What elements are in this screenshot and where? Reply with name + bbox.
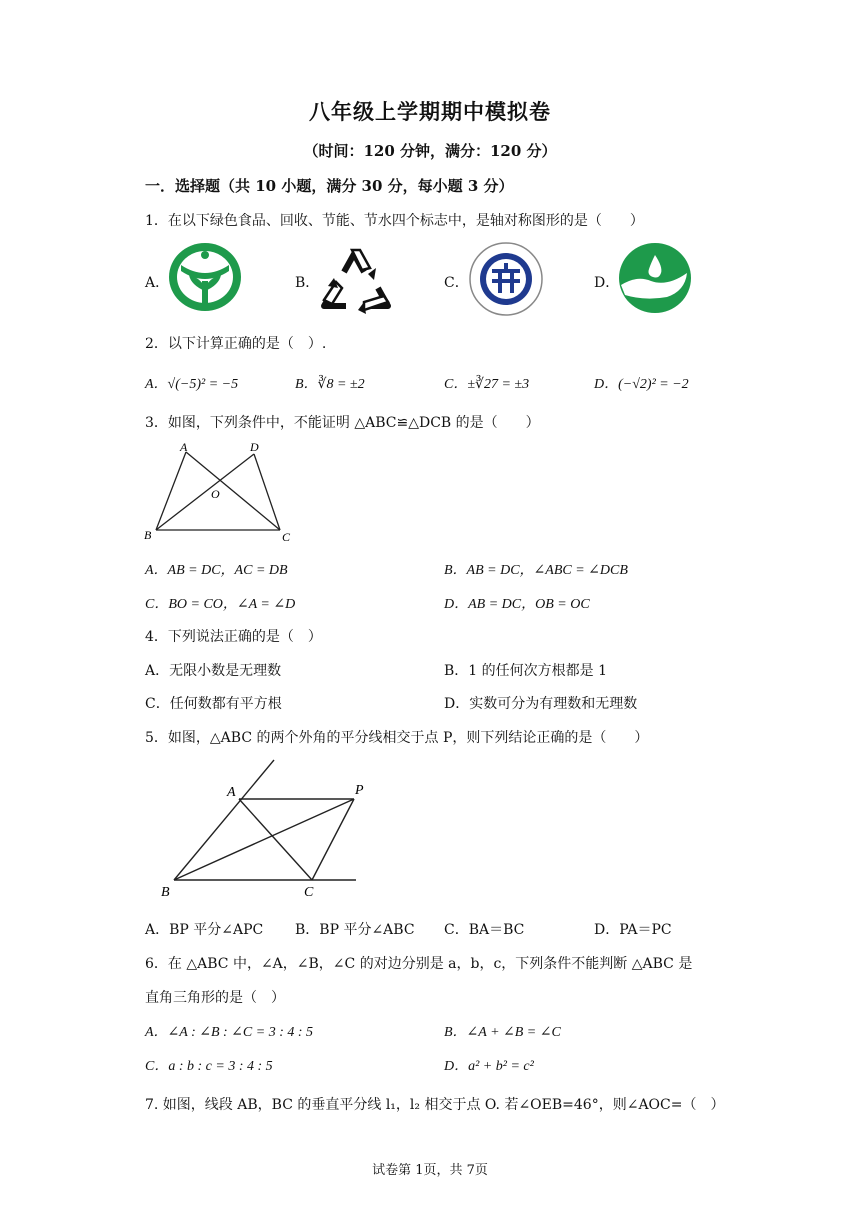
q1-option-a-label: A． [145,275,170,291]
q3-label-a: A [180,440,188,454]
q4-option-c: C．任何数都有平方根 [145,696,282,712]
water-saving-logo [617,241,693,315]
q3-option-a: A．AB = DC，AC = DB [145,563,288,578]
q4-option-b: B．1 的任何次方根都是 1 [444,663,608,679]
q5-figure [150,754,370,900]
q5-option-b: B．BP 平分∠ABC [295,922,415,938]
q2-option-a: A．√(−5)² = −5 [145,377,239,392]
question-5-stem: 5．如图，△ABC 的两个外角的平分线相交于点 P，则下列结论正确的是（ ） [145,730,649,746]
q6-option-d: D．a² + b² = c² [444,1059,534,1074]
question-2-stem: 2．以下计算正确的是（ ）. [145,336,327,352]
q2-option-b: B．∛8 = ±2 [295,377,365,392]
q3-label-b: B [144,528,152,542]
q1-option-b-label: B． [295,275,320,291]
question-7-stem: 7. 如图，线段 AB，BC 的垂直平分线 l₁，l₂ 相交于点 O. 若∠OEB=46°，则∠AOC=（ ） [145,1097,725,1113]
q2-option-d: D．(−√2)² = −2 [594,377,689,392]
q4-option-a: A．无限小数是无理数 [145,663,282,679]
q3-option-d: D．AB = DC，OB = OC [444,597,590,612]
question-4-stem: 4．下列说法正确的是（ ） [145,629,322,645]
exam-info: （时间：120 分钟，满分：120 分） [303,142,557,160]
q5-label-p: P [355,783,364,798]
q3-option-c: C．BO = CO，∠A = ∠D [145,597,296,612]
q3-label-c: C [282,530,291,544]
energy-saving-logo [468,241,544,317]
q3-label-o: O [211,487,220,501]
green-food-logo [167,241,243,313]
question-1-stem: 1．在以下绿色食品、回收、节能、节水四个标志中，是轴对称图形的是（ ） [145,213,644,229]
q6-option-c: C．a : b : c = 3 : 4 : 5 [145,1059,273,1074]
q6-option-b: B．∠A + ∠B = ∠C [444,1025,561,1040]
question-6-stem-line2: 直角三角形的是（ ） [145,990,285,1006]
q1-option-d-label: D． [594,275,620,291]
q3-figure [142,438,302,546]
q5-label-a: A [227,785,236,800]
q5-label-c: C [304,885,314,900]
q3-label-d: D [250,440,259,454]
section-heading: 一．选择题（共 10 小题，满分 30 分，每小题 3 分） [145,177,514,195]
q5-option-d: D．PA＝PC [594,922,672,938]
question-6-stem-line1: 6．在 △ABC 中，∠A，∠B，∠C 的对边分别是 a，b，c，下列条件不能判断 △ABC 是 [145,956,693,972]
q5-label-b: B [161,885,170,900]
q4-option-d: D．实数可分为有理数和无理数 [444,696,638,712]
question-3-stem: 3．如图，下列条件中，不能证明 △ABC≌△DCB 的是（ ） [145,415,540,431]
page-title: 八年级上学期期中模拟卷 [309,99,551,124]
q1-option-c-label: C． [444,275,469,291]
q2-option-c: C．±∛27 = ±3 [444,377,530,392]
q5-option-c: C．BA＝BC [444,922,525,938]
q6-option-a: A．∠A : ∠B : ∠C = 3 : 4 : 5 [145,1025,314,1040]
q3-option-b: B．AB = DC，∠ABC = ∠DCB [444,563,628,578]
q5-option-a: A．BP 平分∠APC [145,922,264,938]
page-footer: 试卷第 1页，共 7页 [372,1163,488,1178]
recycle-logo [318,244,394,314]
